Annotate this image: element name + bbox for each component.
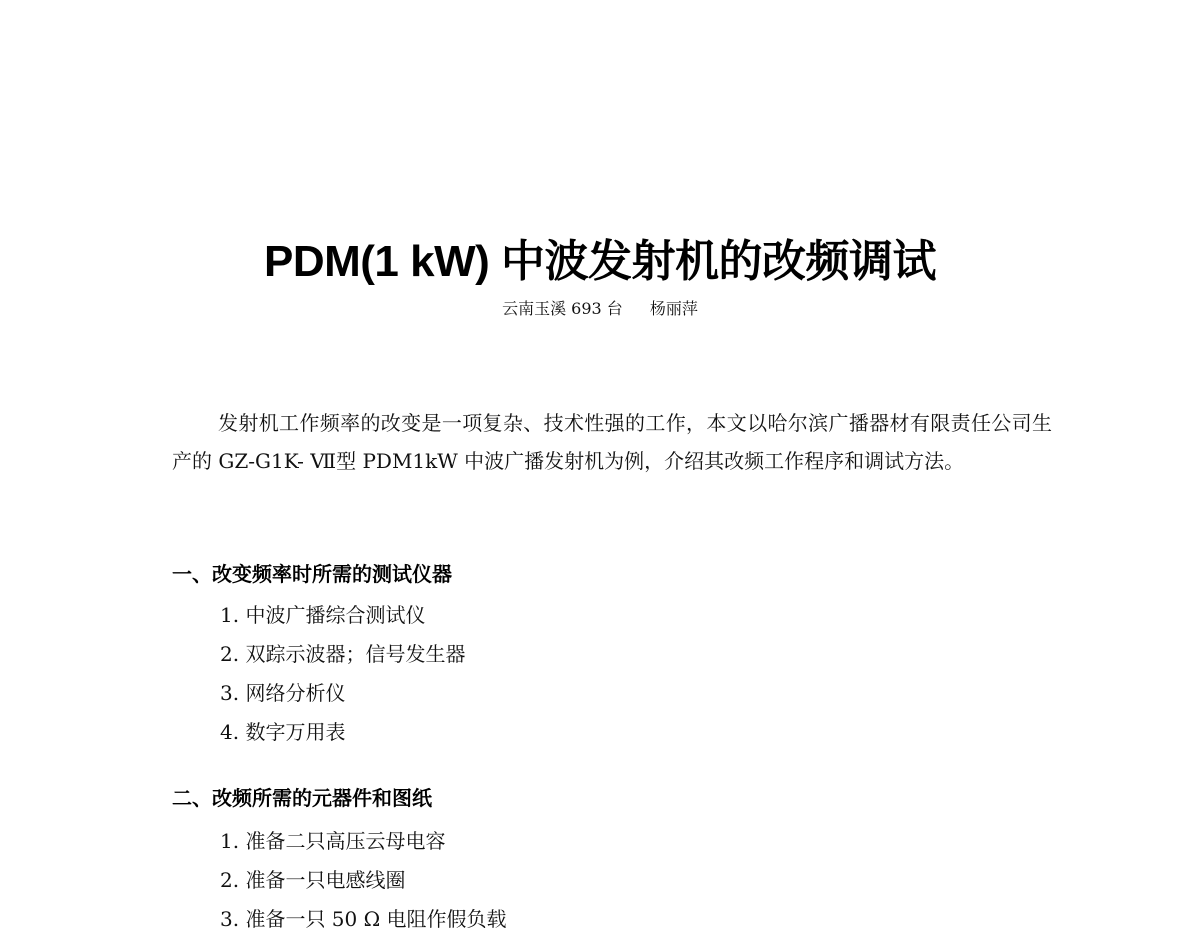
intro-paragraph: 发射机工作频率的改变是一项复杂、技术性强的工作，本文以哈尔滨广播器材有限责任公司生产的 GZ-G1K- Ⅶ型 PDM1kW 中波广播发射机为例，介绍其改频工作程序和调试方法。 (172, 411, 1052, 473)
list-item: 1. 中波广播综合测试仪 (220, 603, 426, 627)
list-item: 3. 准备一只 50 Ω 电阻作假负载 (220, 907, 507, 931)
component-list (220, 822, 507, 939)
list-item: 1. 准备二只高压云母电容 (220, 829, 446, 853)
section-heading-components: 二、改频所需的元器件和图纸 (172, 786, 432, 810)
list-item: 4. 数字万用表 (220, 720, 346, 744)
author-organization: 云南玉溪 693 台 (502, 299, 623, 318)
list-item: 3. 网络分析仪 (220, 681, 346, 705)
page-title: PDM(1 kW) 中波发射机的改频调试 (264, 237, 936, 287)
list-item: 2. 双踪示波器；信号发生器 (220, 642, 466, 666)
list-item: 2. 准备一只电感线圈 (220, 868, 406, 892)
instrument-list (220, 596, 465, 752)
section-heading-instruments: 一、改变频率时所需的测试仪器 (172, 562, 452, 586)
author-name: 杨丽萍 (649, 299, 698, 318)
byline (0, 296, 1200, 319)
